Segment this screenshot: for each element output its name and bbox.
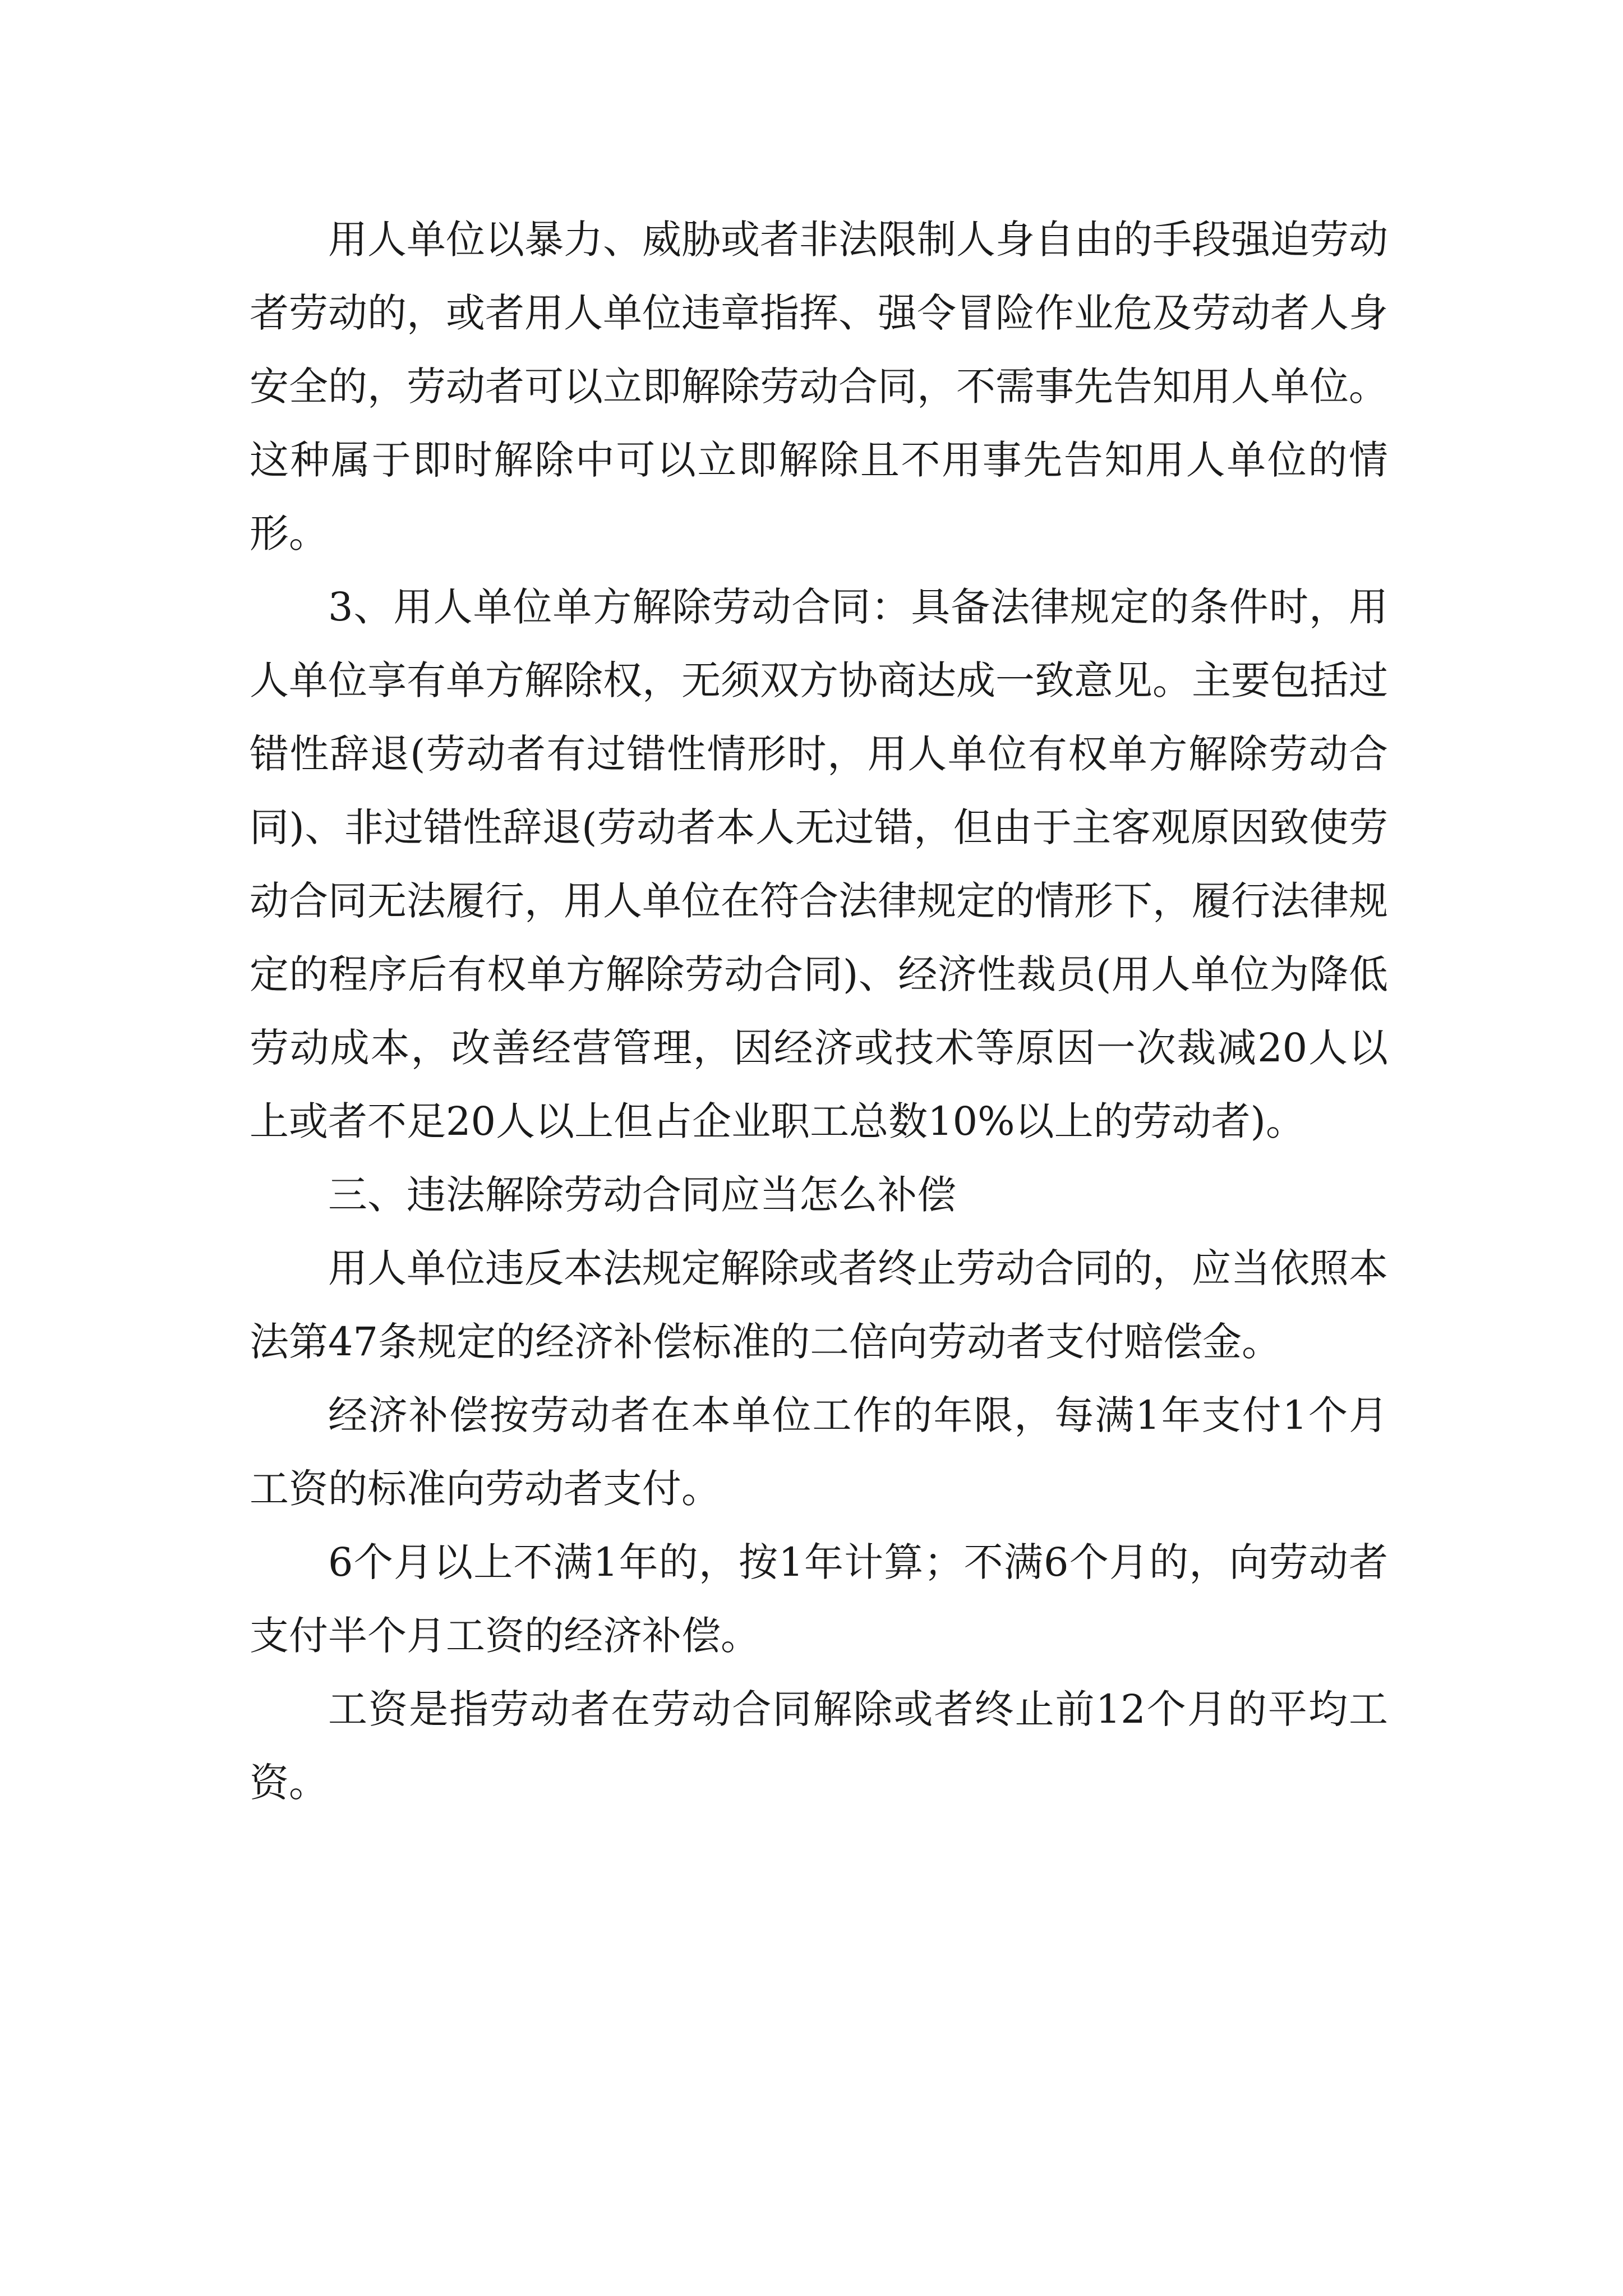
paragraph-unilateral-termination: 3、用人单位单方解除劳动合同：具备法律规定的条件时，用人单位享有单方解除权，无须双方协商达成一致意见。主要包括过错性辞退(劳动者有过错性情形时，用人单位有权单方解除劳动合同)、非过错性辞退(劳动者本人无过错，但由于主客观原因致使劳动合同无法履行，用人单位在符合法律规定的情形下，履行法律规定的程序后有权单方解除劳动合同)、经济性裁员(用人单位为降低劳动成本，改善经营管理，因经济或技术等原因一次裁减20人以上或者不足20人以上但占企业职工总数10%以上的劳动者)。 xyxy=(250,584,1388,1144)
paragraph-double-compensation: 用人单位违反本法规定解除或者终止劳动合同的，应当依照本法第47条规定的经济补偿标准的二倍向劳动者支付赔偿金。 xyxy=(250,1245,1388,1365)
paragraph-compensation-standard: 经济补偿按劳动者在本单位工作的年限，每满1年支付1个月工资的标准向劳动者支付。 xyxy=(250,1392,1388,1512)
paragraph-wage-definition: 工资是指劳动者在劳动合同解除或者终止前12个月的平均工资。 xyxy=(250,1686,1388,1806)
paragraph-forced-labor: 用人单位以暴力、威胁或者非法限制人身自由的手段强迫劳动者劳动的，或者用人单位违章指挥、强令冒险作业危及劳动者人身安全的，劳动者可以立即解除劳动合同，不需事先告知用人单位。这种属于即时解除中可以立即解除且不用事先告知用人单位的情形。 xyxy=(250,217,1388,556)
document-body xyxy=(250,203,1388,1820)
section-heading-compensation: 三、违法解除劳动合同应当怎么补偿 xyxy=(328,1172,956,1218)
paragraph-six-months-rule: 6个月以上不满1年的，按1年计算；不满6个月的，向劳动者支付半个月工资的经济补偿。 xyxy=(250,1539,1388,1659)
